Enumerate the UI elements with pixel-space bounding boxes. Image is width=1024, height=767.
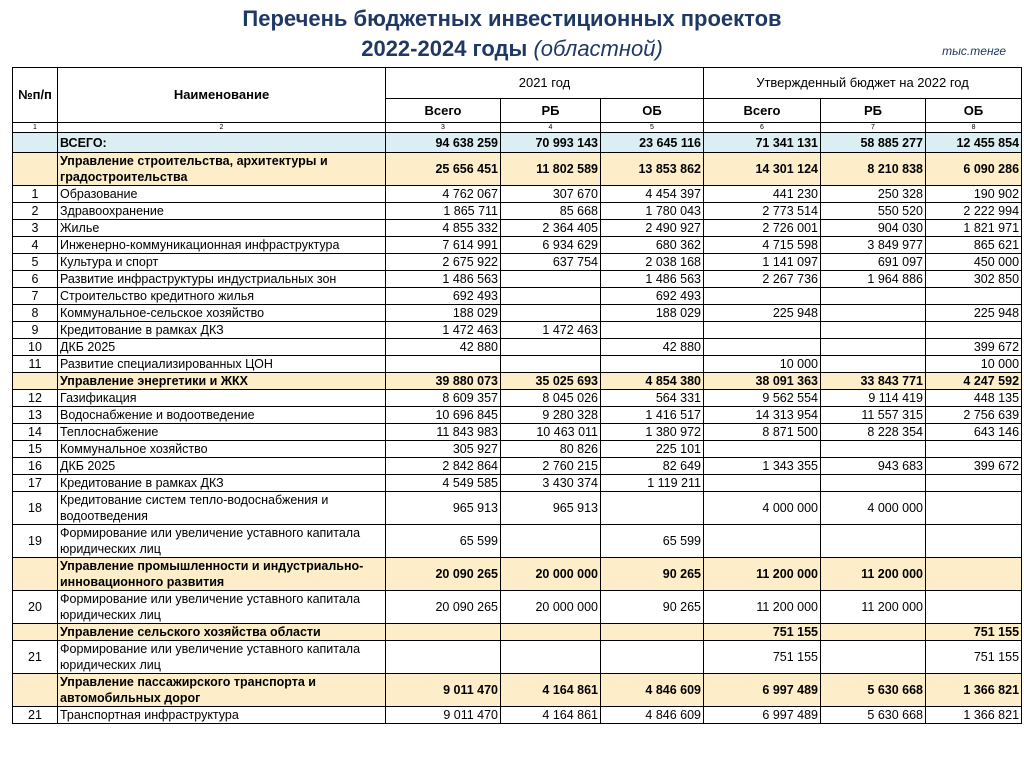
row-number: 16	[13, 458, 58, 475]
cell-rb-2021: 1 472 463	[501, 322, 601, 339]
row-number: 10	[13, 339, 58, 356]
cell-total-2022: 4 000 000	[704, 492, 821, 525]
cell-total-2022	[704, 475, 821, 492]
row-number: 4	[13, 237, 58, 254]
table-row	[13, 424, 1022, 441]
cell-ob-2022	[926, 288, 1022, 305]
cell-ob-2021: 680 362	[601, 237, 704, 254]
table-row	[13, 186, 1022, 203]
row-name: Управление пассажирского транспорта и автомобильных дорог	[58, 674, 386, 707]
header-rb-2021: РБ	[501, 99, 601, 123]
cell-total-2021: 7 614 991	[386, 237, 501, 254]
cell-ob-2022: 2 756 639	[926, 407, 1022, 424]
row-number	[13, 674, 58, 707]
group-row	[13, 373, 1022, 390]
cell-ob-2022	[926, 558, 1022, 591]
cell-rb-2022	[821, 322, 926, 339]
cell-ob-2022: 190 902	[926, 186, 1022, 203]
row-number: 5	[13, 254, 58, 271]
cell-ob-2022: 751 155	[926, 624, 1022, 641]
cell-total-2021: 65 599	[386, 525, 501, 558]
table-row	[13, 271, 1022, 288]
cell-total-2021: 9 011 470	[386, 707, 501, 724]
row-name: Образование	[58, 186, 386, 203]
header-budget-2022: Утвержденный бюджет на 2022 год	[704, 68, 1022, 99]
cell-total-2021: 11 843 983	[386, 424, 501, 441]
title-years: 2022-2024 годы	[361, 36, 528, 61]
row-number: 18	[13, 492, 58, 525]
cell-rb-2021: 9 280 328	[501, 407, 601, 424]
cell-total-2022: 1 343 355	[704, 458, 821, 475]
row-name: Управление строительства, архитектуры и градостроительства	[58, 153, 386, 186]
cell-rb-2022	[821, 305, 926, 322]
cell-ob-2021: 1 416 517	[601, 407, 704, 424]
cell-ob-2021	[601, 492, 704, 525]
header-rb-2022: РБ	[821, 99, 926, 123]
cell-ob-2022	[926, 591, 1022, 624]
row-name: Развитие инфраструктуры индустриальных зон	[58, 271, 386, 288]
row-name: Транспортная инфраструктура	[58, 707, 386, 724]
table-row	[13, 356, 1022, 373]
cell-rb-2022	[821, 475, 926, 492]
cell-rb-2021	[501, 339, 601, 356]
row-name: Кредитование систем тепло-водоснабжения и водоотведения	[58, 492, 386, 525]
header-no: №п/п	[13, 68, 58, 123]
row-number: 13	[13, 407, 58, 424]
cell-rb-2021: 965 913	[501, 492, 601, 525]
row-name: Управление сельского хозяйства области	[58, 624, 386, 641]
row-name: Формирование или увеличение уставного капитала юридических лиц	[58, 591, 386, 624]
cell-ob-2022: 1 366 821	[926, 707, 1022, 724]
cell-rb-2022: 904 030	[821, 220, 926, 237]
cell-total-2021	[386, 624, 501, 641]
header-total-2021: Всего	[386, 99, 501, 123]
cell-ob-2021	[601, 356, 704, 373]
group-row	[13, 674, 1022, 707]
cell-ob-2022: 751 155	[926, 641, 1022, 674]
cell-total-2022: 4 715 598	[704, 237, 821, 254]
cell-total-2021: 2 675 922	[386, 254, 501, 271]
cell-total-2021: 42 880	[386, 339, 501, 356]
cell-total-2022: 751 155	[704, 624, 821, 641]
cell-rb-2021: 4 164 861	[501, 707, 601, 724]
header-ob-2021: ОБ	[601, 99, 704, 123]
cell-ob-2021: 23 645 116	[601, 133, 704, 153]
cell-rb-2022: 4 000 000	[821, 492, 926, 525]
cell-total-2021: 94 638 259	[386, 133, 501, 153]
table-row	[13, 220, 1022, 237]
col-number: 6	[704, 123, 821, 133]
cell-rb-2022: 3 849 977	[821, 237, 926, 254]
cell-total-2022: 11 200 000	[704, 558, 821, 591]
cell-ob-2022	[926, 492, 1022, 525]
row-number: 6	[13, 271, 58, 288]
row-name: Управление промышленности и индустриально-инновационного развития	[58, 558, 386, 591]
cell-rb-2021: 2 364 405	[501, 220, 601, 237]
cell-total-2022: 71 341 131	[704, 133, 821, 153]
cell-ob-2021: 90 265	[601, 591, 704, 624]
cell-rb-2022: 33 843 771	[821, 373, 926, 390]
cell-ob-2021: 1 119 211	[601, 475, 704, 492]
group-row	[13, 624, 1022, 641]
cell-ob-2021	[601, 641, 704, 674]
cell-rb-2021	[501, 356, 601, 373]
row-number: 12	[13, 390, 58, 407]
cell-ob-2022: 302 850	[926, 271, 1022, 288]
cell-rb-2021: 307 670	[501, 186, 601, 203]
cell-total-2022: 2 267 736	[704, 271, 821, 288]
cell-rb-2021: 6 934 629	[501, 237, 601, 254]
row-number	[13, 624, 58, 641]
cell-total-2022	[704, 288, 821, 305]
cell-rb-2021: 35 025 693	[501, 373, 601, 390]
cell-ob-2022: 1 821 971	[926, 220, 1022, 237]
row-name: Коммунальное хозяйство	[58, 441, 386, 458]
cell-total-2021: 39 880 073	[386, 373, 501, 390]
row-number	[13, 133, 58, 153]
cell-rb-2022: 1 964 886	[821, 271, 926, 288]
cell-ob-2021	[601, 322, 704, 339]
cell-rb-2022	[821, 288, 926, 305]
cell-rb-2022	[821, 339, 926, 356]
table-row	[13, 458, 1022, 475]
cell-total-2021: 965 913	[386, 492, 501, 525]
cell-total-2022	[704, 322, 821, 339]
row-number: 9	[13, 322, 58, 339]
row-number: 3	[13, 220, 58, 237]
table-row	[13, 237, 1022, 254]
cell-rb-2021	[501, 271, 601, 288]
cell-total-2021: 4 855 332	[386, 220, 501, 237]
cell-rb-2021: 20 000 000	[501, 591, 601, 624]
cell-ob-2021: 65 599	[601, 525, 704, 558]
cell-rb-2022: 943 683	[821, 458, 926, 475]
cell-total-2021: 20 090 265	[386, 591, 501, 624]
cell-total-2022: 38 091 363	[704, 373, 821, 390]
cell-ob-2021: 188 029	[601, 305, 704, 322]
cell-ob-2021: 4 854 380	[601, 373, 704, 390]
cell-ob-2022: 643 146	[926, 424, 1022, 441]
cell-ob-2021: 4 454 397	[601, 186, 704, 203]
cell-rb-2021: 80 826	[501, 441, 601, 458]
cell-ob-2022	[926, 475, 1022, 492]
cell-total-2021: 305 927	[386, 441, 501, 458]
cell-ob-2021: 1 486 563	[601, 271, 704, 288]
cell-rb-2021: 10 463 011	[501, 424, 601, 441]
cell-ob-2022: 6 090 286	[926, 153, 1022, 186]
cell-ob-2022: 2 222 994	[926, 203, 1022, 220]
cell-rb-2021: 20 000 000	[501, 558, 601, 591]
cell-total-2022: 225 948	[704, 305, 821, 322]
cell-ob-2021: 4 846 609	[601, 707, 704, 724]
cell-rb-2022	[821, 356, 926, 373]
table-row	[13, 492, 1022, 525]
row-name: ВСЕГО:	[58, 133, 386, 153]
row-name: Инженерно-коммуникационная инфраструктура	[58, 237, 386, 254]
cell-total-2022: 1 141 097	[704, 254, 821, 271]
cell-rb-2021: 3 430 374	[501, 475, 601, 492]
budget-table	[12, 67, 1022, 724]
row-name: Управление энергетики и ЖКХ	[58, 373, 386, 390]
col-number: 5	[601, 123, 704, 133]
cell-total-2022: 11 200 000	[704, 591, 821, 624]
group-row	[13, 558, 1022, 591]
cell-total-2021: 692 493	[386, 288, 501, 305]
cell-ob-2022: 399 672	[926, 458, 1022, 475]
cell-rb-2022	[821, 441, 926, 458]
cell-rb-2021	[501, 641, 601, 674]
table-row	[13, 322, 1022, 339]
group-row	[13, 153, 1022, 186]
cell-total-2022: 751 155	[704, 641, 821, 674]
row-number: 17	[13, 475, 58, 492]
row-number	[13, 558, 58, 591]
cell-total-2021: 188 029	[386, 305, 501, 322]
cell-ob-2021: 2 490 927	[601, 220, 704, 237]
cell-ob-2021: 2 038 168	[601, 254, 704, 271]
row-name: Теплоснабжение	[58, 424, 386, 441]
title-line-2	[0, 34, 1024, 64]
col-number: 4	[501, 123, 601, 133]
table-row	[13, 641, 1022, 674]
cell-rb-2022: 8 228 354	[821, 424, 926, 441]
row-number: 15	[13, 441, 58, 458]
cell-rb-2021: 85 668	[501, 203, 601, 220]
col-number: 8	[926, 123, 1022, 133]
header-name: Наименование	[58, 68, 386, 123]
table-row	[13, 339, 1022, 356]
cell-total-2022	[704, 339, 821, 356]
cell-ob-2022: 399 672	[926, 339, 1022, 356]
cell-ob-2022: 4 247 592	[926, 373, 1022, 390]
cell-total-2022: 14 301 124	[704, 153, 821, 186]
row-name: ДКБ 2025	[58, 339, 386, 356]
cell-total-2022: 6 997 489	[704, 674, 821, 707]
row-name: Культура и спорт	[58, 254, 386, 271]
header-2021: 2021 год	[386, 68, 704, 99]
cell-rb-2021	[501, 525, 601, 558]
table-row	[13, 441, 1022, 458]
cell-ob-2022: 12 455 854	[926, 133, 1022, 153]
row-name: Строительство кредитного жилья	[58, 288, 386, 305]
cell-ob-2021: 564 331	[601, 390, 704, 407]
cell-total-2022: 6 997 489	[704, 707, 821, 724]
cell-ob-2022	[926, 322, 1022, 339]
column-number-row	[13, 123, 1022, 133]
row-number: 21	[13, 707, 58, 724]
cell-total-2022: 10 000	[704, 356, 821, 373]
cell-rb-2022	[821, 641, 926, 674]
cell-ob-2021: 692 493	[601, 288, 704, 305]
col-number: 3	[386, 123, 501, 133]
cell-ob-2021: 1 380 972	[601, 424, 704, 441]
row-name: Здравоохранение	[58, 203, 386, 220]
cell-rb-2022: 11 200 000	[821, 558, 926, 591]
table-row	[13, 254, 1022, 271]
cell-ob-2022: 865 621	[926, 237, 1022, 254]
table-row	[13, 525, 1022, 558]
cell-total-2022: 2 726 001	[704, 220, 821, 237]
cell-total-2021: 2 842 864	[386, 458, 501, 475]
cell-total-2021: 1 486 563	[386, 271, 501, 288]
row-number	[13, 153, 58, 186]
cell-total-2022: 14 313 954	[704, 407, 821, 424]
units-label: тыс.тенге	[942, 44, 1006, 58]
table-row	[13, 475, 1022, 492]
cell-ob-2022: 1 366 821	[926, 674, 1022, 707]
cell-ob-2022	[926, 525, 1022, 558]
cell-ob-2021: 42 880	[601, 339, 704, 356]
total-row	[13, 133, 1022, 153]
cell-rb-2021: 8 045 026	[501, 390, 601, 407]
cell-total-2021: 1 472 463	[386, 322, 501, 339]
cell-total-2022	[704, 441, 821, 458]
cell-rb-2021: 11 802 589	[501, 153, 601, 186]
cell-rb-2021	[501, 288, 601, 305]
col-number: 1	[13, 123, 58, 133]
row-number	[13, 373, 58, 390]
cell-rb-2021	[501, 305, 601, 322]
row-name: Развитие специализированных ЦОН	[58, 356, 386, 373]
cell-rb-2022: 11 557 315	[821, 407, 926, 424]
cell-total-2022: 9 562 554	[704, 390, 821, 407]
row-number: 21	[13, 641, 58, 674]
table-body	[13, 133, 1022, 724]
row-number: 14	[13, 424, 58, 441]
cell-ob-2022: 225 948	[926, 305, 1022, 322]
cell-total-2021	[386, 641, 501, 674]
col-number: 7	[821, 123, 926, 133]
title-qualifier: (областной)	[533, 36, 663, 61]
cell-rb-2021: 2 760 215	[501, 458, 601, 475]
page-title	[0, 4, 1024, 64]
cell-ob-2021: 82 649	[601, 458, 704, 475]
table-row	[13, 305, 1022, 322]
header-ob-2022: ОБ	[926, 99, 1022, 123]
cell-ob-2021: 4 846 609	[601, 674, 704, 707]
cell-ob-2022: 450 000	[926, 254, 1022, 271]
row-name: Формирование или увеличение уставного капитала юридических лиц	[58, 641, 386, 674]
cell-ob-2022: 10 000	[926, 356, 1022, 373]
table-row	[13, 591, 1022, 624]
cell-total-2021: 4 762 067	[386, 186, 501, 203]
cell-rb-2022: 691 097	[821, 254, 926, 271]
cell-ob-2022: 448 135	[926, 390, 1022, 407]
cell-rb-2022: 8 210 838	[821, 153, 926, 186]
row-name: Коммунальное-сельское хозяйство	[58, 305, 386, 322]
cell-total-2022: 2 773 514	[704, 203, 821, 220]
cell-rb-2022: 550 520	[821, 203, 926, 220]
cell-ob-2021: 13 853 862	[601, 153, 704, 186]
cell-ob-2022	[926, 441, 1022, 458]
row-name: Жилье	[58, 220, 386, 237]
header-total-2022: Всего	[704, 99, 821, 123]
cell-rb-2021: 70 993 143	[501, 133, 601, 153]
row-name: Газификация	[58, 390, 386, 407]
cell-rb-2022	[821, 624, 926, 641]
col-number: 2	[58, 123, 386, 133]
table-row	[13, 707, 1022, 724]
table-row	[13, 407, 1022, 424]
cell-rb-2022: 5 630 668	[821, 674, 926, 707]
cell-ob-2021: 225 101	[601, 441, 704, 458]
row-number: 20	[13, 591, 58, 624]
cell-total-2021: 20 090 265	[386, 558, 501, 591]
cell-rb-2021: 4 164 861	[501, 674, 601, 707]
cell-total-2021	[386, 356, 501, 373]
row-name: Водоснабжение и водоотведение	[58, 407, 386, 424]
cell-total-2022	[704, 525, 821, 558]
row-name: Кредитование в рамках ДКЗ	[58, 475, 386, 492]
row-number: 7	[13, 288, 58, 305]
cell-ob-2021: 1 780 043	[601, 203, 704, 220]
cell-rb-2021	[501, 624, 601, 641]
row-name: ДКБ 2025	[58, 458, 386, 475]
row-number: 1	[13, 186, 58, 203]
table-row	[13, 203, 1022, 220]
cell-total-2021: 9 011 470	[386, 674, 501, 707]
cell-rb-2022: 11 200 000	[821, 591, 926, 624]
cell-total-2021: 25 656 451	[386, 153, 501, 186]
cell-total-2021: 8 609 357	[386, 390, 501, 407]
cell-rb-2022: 9 114 419	[821, 390, 926, 407]
cell-total-2022: 8 871 500	[704, 424, 821, 441]
cell-ob-2021	[601, 624, 704, 641]
title-line-1: Перечень бюджетных инвестиционных проектов	[242, 6, 782, 31]
cell-ob-2021: 90 265	[601, 558, 704, 591]
cell-rb-2022: 250 328	[821, 186, 926, 203]
cell-rb-2021: 637 754	[501, 254, 601, 271]
cell-total-2021: 4 549 585	[386, 475, 501, 492]
row-name: Кредитование в рамках ДКЗ	[58, 322, 386, 339]
cell-total-2021: 1 865 711	[386, 203, 501, 220]
row-number: 11	[13, 356, 58, 373]
table-row	[13, 390, 1022, 407]
row-number: 19	[13, 525, 58, 558]
cell-rb-2022: 58 885 277	[821, 133, 926, 153]
cell-total-2022: 441 230	[704, 186, 821, 203]
row-number: 2	[13, 203, 58, 220]
cell-rb-2022: 5 630 668	[821, 707, 926, 724]
cell-rb-2022	[821, 525, 926, 558]
row-number: 8	[13, 305, 58, 322]
cell-total-2021: 10 696 845	[386, 407, 501, 424]
table-row	[13, 288, 1022, 305]
row-name: Формирование или увеличение уставного капитала юридических лиц	[58, 525, 386, 558]
